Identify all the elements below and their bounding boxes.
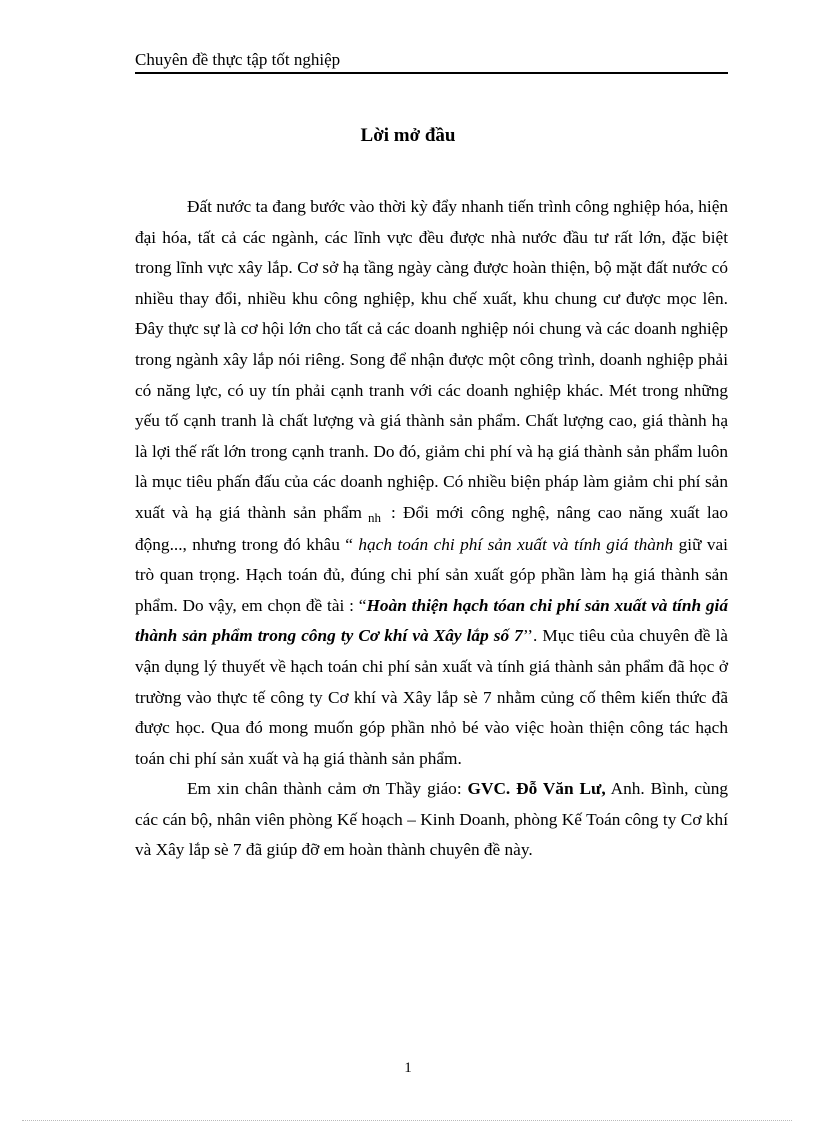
p1-text-1: Đất nước ta đang bước vào thời kỳ đẩy nhanh tiến trình công nghiệp hóa, hiện đại hóa, tất cả các ngành, các lĩnh vực đều được nhà nước đầu tư rất lớn, đặc biệt trong lĩnh vực xây lắp. Cơ sở hạ tầng ngày càng được hoàn thiện, bộ mặt đất nước có nhiều thay đổi, nhiều khu công nghiệp, khu chế xuất, khu chung cư được mọc lên. Đây thực sự là cơ hội lớn cho tất cả các doanh nghiệp nói chung và các doanh nghiệp trong ngành xây lắp nói riêng. Song để nhận được một công trình, doanh nghiệp phải có năng lực, có uy tín phải cạnh tranh với các doanh nghiệp khác. Mét trong những yếu tố cạnh tranh là chất lượng và giá thành sản phẩm. Chất lượng cao, giá thành hạ là lợi thế rất lớn trong cạnh tranh. Do đó, giảm chi phí và hạ giá thành sản phẩm luôn là mục tiêu phấn đấu của các doanh nghiệp. Có nhiều biện pháp làm giảm chi phí sản xuất và hạ giá thành sản phẩm xyxy=(135,197,728,522)
section-title: Lời mở đầu xyxy=(360,125,456,146)
page-bottom-edge xyxy=(22,1120,792,1121)
p1-text-4: ’’. Mục tiêu của chuyên đề là vận dụng lý thuyết về hạch toán chi phí sản xuất và tính giá thành sản phẩm đã học ở trường vào thực tế công ty Cơ khí và Xây lắp sè 7 nhằm củng cố thêm kiến thức đã được học. Qua đó mong muốn góp phần nhỏ bé vào việc hoàn thiện công tác hạch toán chi phí sản xuất và hạ giá thành sản phẩm. xyxy=(135,626,728,768)
p1-thesis-topic: Hoàn thiện hạch tóan chi phí sản xuất và tính giá thành sản phẩm trong công ty Cơ khí và Xây lắp số 7 xyxy=(135,595,728,646)
p1-italic-phrase: hạch toán chi phí sản xuất và tính giá thành xyxy=(358,534,674,554)
p1-text-3: giữ vai trò quan trọng. Hạch toán đủ, đúng chi phí sản xuất góp phần làm hạ giá thành sản phẩm. Do vậy, em chọn đề tài : “ xyxy=(135,534,728,615)
paragraph-acknowledgement xyxy=(135,774,728,866)
paragraph-introduction xyxy=(135,192,728,774)
p2-text-1: Em xin chân thành cảm ơn Thầy giáo: xyxy=(187,779,462,799)
p1-text-2: : Đổi mới công nghệ, nâng cao năng xuất lao động..., nhưng trong đó khâu “ xyxy=(135,502,729,554)
p1-subscript-nh: nh xyxy=(367,509,381,525)
header-text: Chuyên đề thực tập tốt nghiệp xyxy=(135,50,341,69)
p2-advisor-name: GVC. Đỗ Văn Lư, xyxy=(467,779,606,799)
p2-text-2: Anh. Bình, cùng các cán bộ, nhân viên phòng Kế hoạch – Kinh Doanh, phòng Kế Toán công ty Cơ khí và Xây lắp sè 7 đã giúp đỡ em hoàn thành chuyên đề này. xyxy=(135,779,728,860)
document-body xyxy=(135,192,728,866)
page-header xyxy=(135,50,728,74)
page-number: 1 xyxy=(404,1060,412,1076)
